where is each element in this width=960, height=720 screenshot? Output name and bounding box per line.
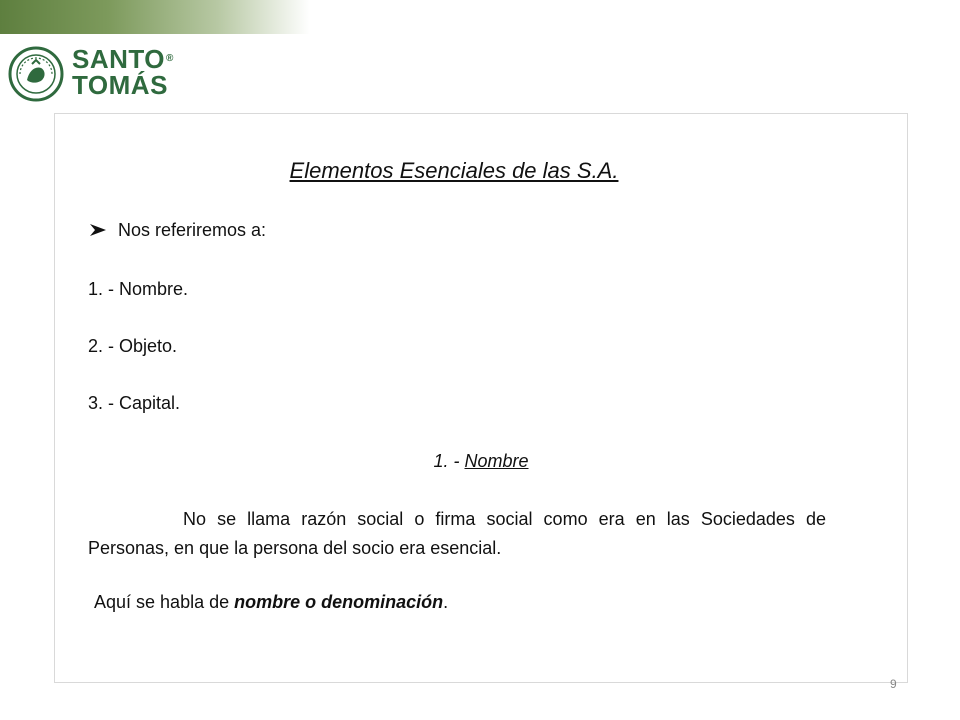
bullet-intro xyxy=(88,218,266,242)
logo-name-line1: SANTO xyxy=(72,44,166,74)
section-heading xyxy=(54,449,908,473)
seal-icon xyxy=(8,46,64,102)
final-sentence-suffix: . xyxy=(443,592,449,612)
final-sentence-emphasis: nombre o denominación xyxy=(234,592,444,612)
bullet-intro-text: Nos referiremos a: xyxy=(118,220,267,240)
logo-wordmark xyxy=(72,46,174,98)
list-item-capital: 3. - Capital. xyxy=(88,393,181,413)
trademark-symbol: ® xyxy=(166,53,174,64)
section-heading-title: Nombre xyxy=(464,451,529,471)
santo-tomas-logo xyxy=(8,44,208,104)
final-sentence-prefix: Aquí se habla de xyxy=(94,592,235,612)
slide-title: Elementos Esenciales de las S.A. xyxy=(289,158,619,183)
list-item-objeto: 2. - Objeto. xyxy=(88,336,178,356)
body-paragraph: No se llama razón social o firma social como era en las Sociedades de Personas, en que la persona del socio era esencial. xyxy=(88,509,826,558)
arrow-bullet-icon xyxy=(88,220,108,240)
section-heading-prefix: 1. - xyxy=(433,451,465,471)
logo-name-line2: TOMÁS xyxy=(72,70,168,100)
list-item-nombre: 1. - Nombre. xyxy=(88,279,189,299)
header-gradient-bar xyxy=(0,0,310,34)
page-number: 9 xyxy=(890,677,897,691)
final-sentence xyxy=(94,590,448,614)
